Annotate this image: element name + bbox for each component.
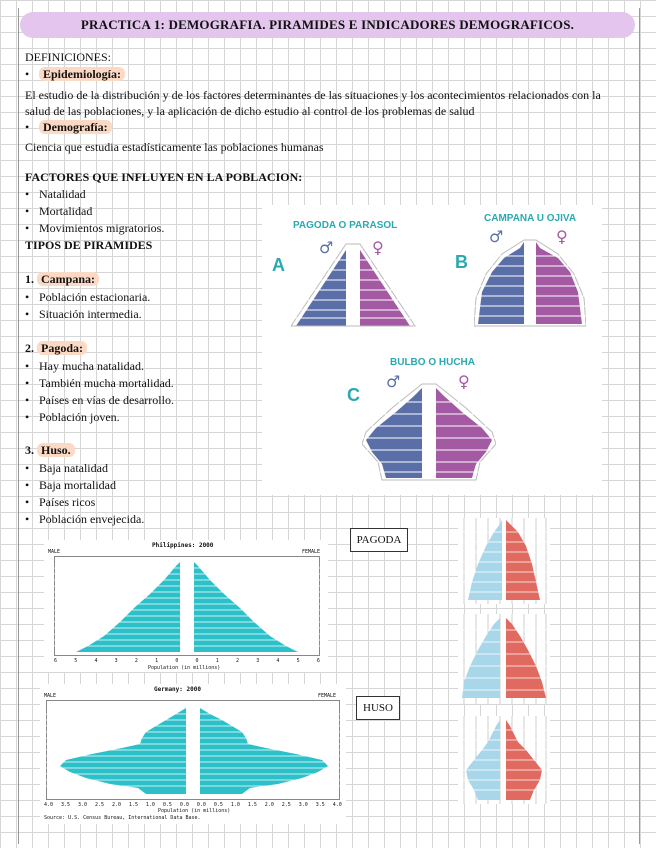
female-icon: ♀ — [556, 227, 568, 246]
female-icon: ♀ — [458, 372, 470, 391]
factors-heading: FACTORES QUE INFLUYEN EN LA POBLACION: — [25, 170, 303, 184]
small-pyramid-1 — [458, 518, 550, 604]
male-icon: ♂ — [386, 372, 401, 391]
chart-male-label: MALE — [44, 693, 57, 699]
huso-item: • Población envejecida. — [25, 512, 145, 526]
small-pyramid-3 — [458, 716, 550, 804]
term-demografia: Demografía: — [39, 120, 112, 134]
bullet-epidemiologia: • Epidemiología: — [25, 67, 125, 82]
campana-item: • Población estacionaria. — [25, 290, 151, 304]
type-pagoda-heading: 2. Pagoda: — [25, 341, 87, 356]
pyramid-b-graphic — [474, 238, 586, 328]
male-icon: ♂ — [319, 238, 334, 257]
pagoda-item: • También mucha mortalidad. — [25, 376, 174, 390]
philippines-chart — [44, 540, 328, 672]
huso-item: • Baja natalidad — [25, 461, 108, 475]
chart-ticks: 6 5 4 3 2 1 0 0 1 2 3 4 5 6 — [54, 658, 320, 664]
pagoda-label-box: PAGODA — [350, 528, 408, 552]
chart-female-label: FEMALE — [318, 693, 337, 699]
small-pyramid-2 — [458, 614, 550, 704]
pagoda-item: • Población joven. — [25, 410, 120, 424]
type-huso-heading: 3. Huso. — [25, 443, 75, 458]
pyramid-b-letter: B — [455, 252, 468, 272]
factor-item: • Mortalidad — [25, 204, 93, 218]
huso-item: • Países ricos — [25, 495, 96, 509]
bullet-demografia: • Demografía: — [25, 120, 112, 135]
factor-item: • Movimientos migratorios. — [25, 221, 165, 235]
pyramid-a-label: PAGODA O PARASOL — [293, 220, 398, 231]
pyramid-a-letter: A — [272, 255, 285, 275]
definition-epidemiologia: El estudio de la distribución y de los factores determinantes de las situaciones y los acontecimientos relacionados con la salud de las poblaciones, y la aplicación de dicho estudio al control de los problemas de salud — [25, 88, 601, 118]
type-campana-heading: 1. Campana: — [25, 272, 99, 287]
chart-title: Germany: 2000 — [154, 686, 201, 693]
chart-source: Source: U.S. Census Bureau, International Data Base. — [44, 815, 201, 821]
campana-item: • Situación intermedia. — [25, 307, 142, 321]
chart-ticks: 4.0 3.5 3.0 2.5 2.0 1.5 1.0 0.5 0.0 0.0 0.5 1.0 1.5 2.0 2.5 3.0 3.5 4.0 — [44, 802, 342, 808]
chart-male-label: MALE — [48, 549, 61, 555]
male-icon: ♂ — [489, 227, 504, 246]
huso-label-box: HUSO — [356, 696, 400, 720]
term-epidemiologia: Epidemiología: — [39, 67, 125, 81]
female-icon: ♀ — [372, 238, 384, 257]
pyramid-c-letter: C — [347, 385, 360, 405]
pyramid-c-graphic — [362, 382, 496, 482]
definitions-heading: DEFINICIONES: — [25, 50, 111, 64]
pagoda-item: • Hay mucha natalidad. — [25, 359, 144, 373]
germany-chart — [40, 684, 346, 824]
huso-item: • Baja mortalidad — [25, 478, 116, 492]
chart-female-label: FEMALE — [302, 549, 321, 555]
pyramid-c-label: BULBO O HUCHA — [390, 357, 475, 368]
definition-demografia: Ciencia que estudia estadísticamente las poblaciones humanas — [25, 140, 324, 154]
chart-title: Philippines: 2000 — [152, 542, 214, 549]
page-title: PRACTICA 1: DEMOGRAFIA. PIRAMIDES E INDICADORES DEMOGRAFICOS. — [20, 12, 635, 38]
pyramid-a-graphic — [288, 240, 418, 328]
chart-xlabel: Population (in millions) — [158, 808, 231, 814]
pyramid-b-label: CAMPANA U OJIVA — [484, 213, 577, 224]
philippines-pyramid — [54, 556, 320, 656]
types-heading: TIPOS DE PIRAMIDES — [25, 238, 153, 252]
chart-xlabel: Population (in millions) — [148, 665, 221, 671]
pagoda-item: • Países en vías de desarrollo. — [25, 393, 174, 407]
factor-item: • Natalidad — [25, 187, 86, 201]
germany-pyramid — [46, 700, 340, 800]
